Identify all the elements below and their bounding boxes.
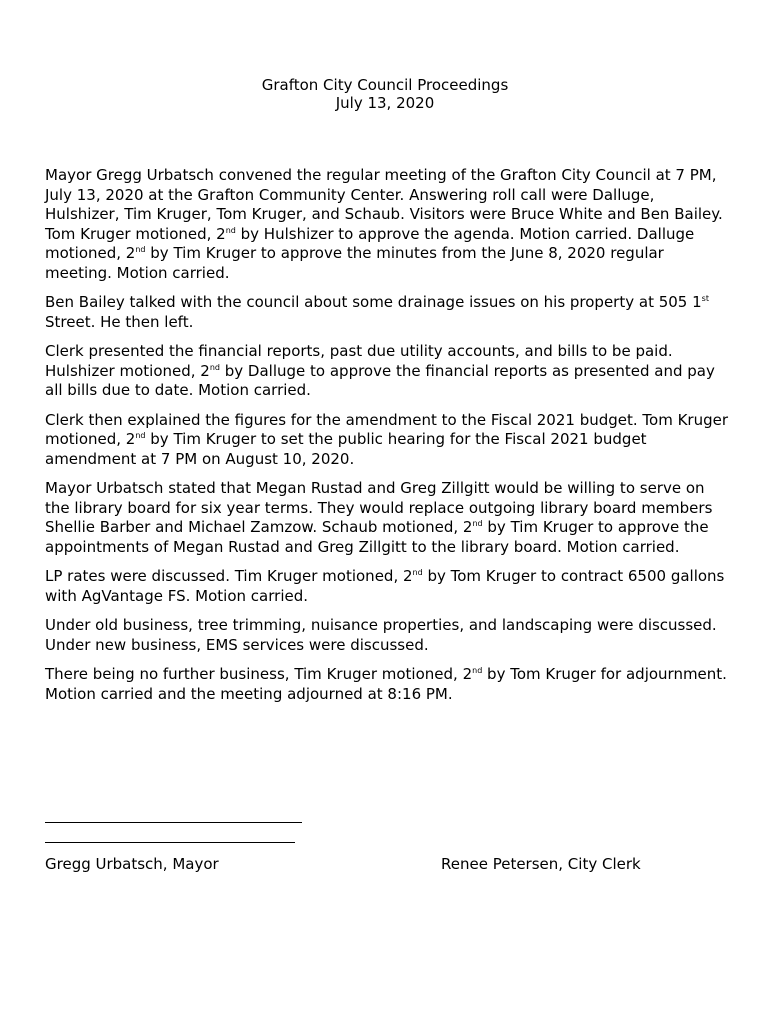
- ordinal-superscript: st: [701, 294, 709, 303]
- mayor-signature-name: Gregg Urbatsch, Mayor: [45, 855, 219, 873]
- ordinal-superscript: nd: [135, 245, 146, 254]
- paragraph-text: by Tim Kruger to approve the appointments of Megan Rustad and Greg Zillgitt to the library board. Motion carried.: [45, 518, 709, 556]
- paragraph-text: Mayor Gregg Urbatsch convened the regular meeting of the Grafton City Council at 7 PM, July 13, 2020 at the Grafton Community Center. Answering roll call were Dalluge, Hulshizer, Tim Kruger, Tom Kruger, and Schaub. Visitors were Bruce White and Ben Bailey. Tom Kruger motioned, 2: [45, 166, 723, 243]
- ordinal-superscript: nd: [225, 225, 236, 235]
- minutes-paragraph: [45, 665, 730, 704]
- minutes-paragraph: [45, 293, 730, 332]
- ordinal-superscript: nd: [135, 431, 146, 440]
- paragraph-text: by Hulshizer to approve the agenda. Motion carried. Dalluge motioned, 2: [45, 224, 695, 262]
- signature-line: [45, 842, 295, 843]
- document-title: Grafton City Council Proceedings: [261, 76, 509, 94]
- paragraph-text: Clerk presented the financial reports, past due utility accounts, and bills to be paid. Hulshizer motioned, 2: [45, 342, 673, 380]
- paragraph-text: by Tom Kruger for adjournment. Motion carried and the meeting adjourned at 8:16 PM.: [45, 665, 727, 703]
- paragraph-text: Street. He then left.: [45, 312, 194, 331]
- minutes-paragraph: [45, 479, 730, 557]
- paragraph-text: by Dalluge to approve the financial reports as presented and pay all bills due to date. Motion carried.: [45, 361, 715, 399]
- ordinal-superscript: nd: [209, 362, 220, 372]
- paragraph-text: by Tim Kruger to set the public hearing for the Fiscal 2021 budget amendment at 7 PM on August 10, 2020.: [45, 430, 647, 468]
- ordinal-superscript: nd: [472, 519, 483, 528]
- document-header: [0, 76, 770, 112]
- ordinal-superscript: nd: [412, 568, 423, 577]
- paragraph-text: LP rates were discussed. Tim Kruger motioned, 2: [45, 567, 413, 585]
- minutes-paragraph: [45, 342, 730, 401]
- paragraph-text: Mayor Urbatsch stated that Megan Rustad and Greg Zillgitt would be willing to serve on the library board for six year terms. They would replace outgoing library board members Shellie Barber and Michael Zamzow. Schaub motioned, 2: [45, 479, 713, 536]
- minutes-paragraph: [45, 616, 730, 655]
- paragraph-text: Ben Bailey talked with the council about some drainage issues on his property at 505 1: [45, 293, 702, 311]
- minutes-paragraph: [45, 567, 730, 606]
- minutes-paragraph: [45, 411, 730, 470]
- ordinal-superscript: nd: [472, 666, 483, 675]
- paragraph-text: There being no further business, Tim Kruger motioned, 2: [45, 665, 473, 683]
- minutes-body: [45, 166, 730, 714]
- meeting-date: July 13, 2020: [335, 94, 435, 112]
- paragraph-text: by Tim Kruger to approve the minutes from the June 8, 2020 regular meeting. Motion carried.: [45, 244, 664, 282]
- paragraph-text: Clerk then explained the figures for the amendment to the Fiscal 2021 budget. Tom Kruger motioned, 2: [45, 410, 729, 448]
- clerk-signature-name: Renee Petersen, City Clerk: [441, 855, 641, 873]
- paragraph-text: Under old business, tree trimming, nuisance properties, and landscaping were discussed. Under new business, EMS services were discussed.: [45, 616, 717, 654]
- minutes-paragraph: [45, 166, 730, 283]
- paragraph-text: by Tom Kruger to contract 6500 gallons with AgVantage FS. Motion carried.: [45, 567, 725, 605]
- signature-line: [45, 822, 302, 823]
